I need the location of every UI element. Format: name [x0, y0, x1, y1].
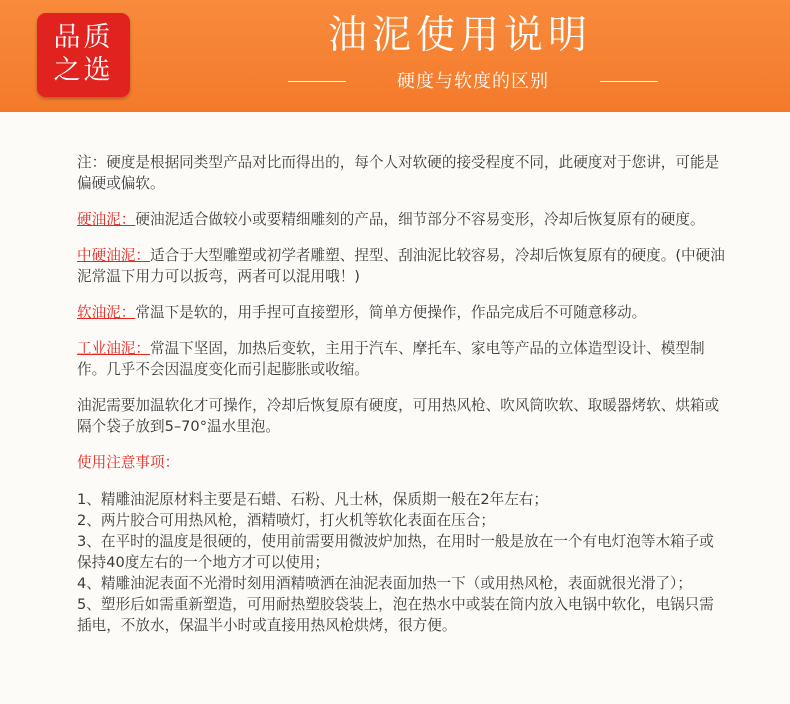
heating-note: 油泥需要加温软化才可操作，冷却后恢复原有硬度，可用热风枪、吹风筒吹软、取暖器烤软、烘箱或隔个袋子放到5–70°温水里泡。	[77, 397, 720, 435]
badge-line-1: 品质	[53, 22, 114, 53]
type-hard-term: 硬油泥：	[77, 211, 136, 228]
type-soft-term: 软油泥：	[77, 304, 136, 321]
type-medium-hard	[77, 245, 727, 287]
notes-heading: 使用注意事项：	[77, 454, 180, 471]
note-item-2: 2、两片胶合可用热风枪，酒精喷灯，打火机等软化表面在压合；	[77, 512, 495, 529]
type-medium-hard-desc: 适合于大型雕塑或初学者雕塑、捏型、刮油泥比较容易，冷却后恢复原有的硬度。(中硬油泥常温下用力可以扳弯，两者可以混用哦！)	[77, 247, 725, 285]
badge-line-2: 之选	[53, 55, 114, 86]
type-industrial-term: 工业油泥：	[77, 340, 150, 357]
quality-badge	[37, 13, 130, 97]
page-subtitle: 硬度与软度的区别	[397, 71, 549, 92]
note-item-3: 3、在平时的温度是很硬的，使用前需要用微波炉加热，在用时一般是放在一个有电灯泡等木箱子或保持40度左右的一个地方才可以使用；	[77, 533, 714, 571]
note-item-4: 4、精雕油泥表面不光滑时刻用酒精喷洒在油泥表面加热一下（或用热风枪，表面就很光滑了）；	[77, 575, 692, 592]
type-soft-desc: 常温下是软的，用手捏可直接塑形，简单方便操作，作品完成后不可随意移动。	[135, 304, 647, 321]
type-soft	[77, 302, 727, 323]
type-medium-hard-term: 中硬油泥：	[77, 247, 150, 264]
type-industrial	[77, 338, 727, 380]
page-title: 油泥使用说明	[327, 13, 592, 58]
type-hard	[77, 209, 727, 230]
subtitle-divider-left	[288, 81, 346, 82]
note-item-1: 1、精雕油泥原材料主要是石蜡、石粉、凡士林，保质期一般在2年左右；	[77, 491, 548, 508]
type-hard-desc: 硬油泥适合做较小或要精细雕刻的产品，细节部分不容易变形，冷却后恢复原有的硬度。	[135, 211, 705, 228]
type-industrial-desc: 常温下坚固，加热后变软，主用于汽车、摩托车、家电等产品的立体造型设计、模型制作。几乎不会因温度变化而引起膨胀或收缩。	[77, 340, 705, 378]
subtitle-row	[288, 68, 658, 96]
header-banner	[0, 0, 790, 112]
subtitle-divider-right	[600, 81, 658, 82]
note-item-5: 5、塑形后如需重新塑造，可用耐热塑胶袋装上，泡在热水中或装在筒内放入电锅中软化，电锅只需插电，不放水，保温半小时或直接用热风枪烘烤，很方便。	[77, 596, 714, 634]
intro-note: 注：硬度是根据同类型产品对比而得出的，每个人对软硬的接受程度不同，此硬度对于您讲，可能是偏硬或偏软。	[77, 154, 720, 192]
instructions-body	[77, 152, 727, 636]
